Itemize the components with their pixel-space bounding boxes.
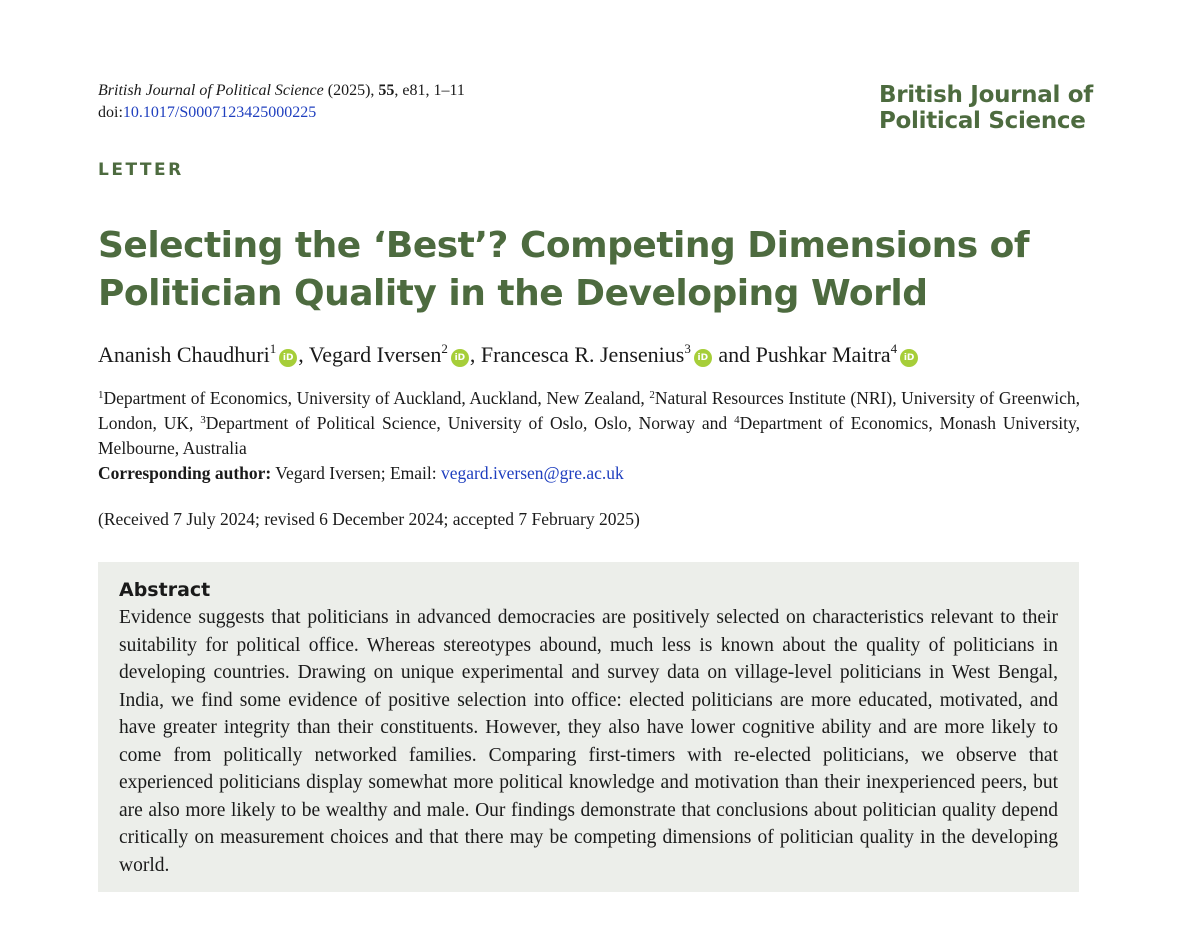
journal-logo <box>879 82 1093 134</box>
email-link[interactable]: vegard.iversen@gre.ac.uk <box>441 463 624 483</box>
affil-number: 2 <box>649 389 655 401</box>
author-affil-number: 2 <box>441 341 448 356</box>
affil-text: Department of Economics, University of Auckland, Auckland, New Zealand, <box>103 388 650 408</box>
logo-line-1: British Journal of <box>879 82 1093 108</box>
corresponding-author <box>98 461 624 486</box>
abstract-text: Evidence suggests that politicians in advanced democracies are positively selected on characteristics relevant to their suitability for political office. Whereas stereotypes abound, much less is known about the quality of politicians in developing countries. Drawing on unique experimental and survey data on village-level politicians in West Bengal, India, we find some evidence of positive selection into office: elected politicians are more educated, motivated, and have greater integrity than their constituents. However, they also have lower cognitive ability and are more likely to come from politically networked families. Comparing first-timers with re-elected politicians, we observe that experienced politicians display somewhat more political knowledge and motivation than their inexperienced peers, but are also more likely to be wealthy and male. Our findings demonstrate that conclusions about politician quality depend critically on measurement choices and that there may be competing dimensions of politician quality in the developing world. <box>119 607 1058 876</box>
affil-text: Natural Resources Institute (NRI), University of Greenwich, London, UK, <box>98 388 1080 433</box>
author-affil-number: 1 <box>269 341 277 356</box>
orcid-icon[interactable]: iD <box>451 349 469 367</box>
author-name: Francesca R. Jensenius <box>480 342 685 367</box>
affil-text: Department of Political Science, University of Oslo, Oslo, Norway and <box>205 413 735 433</box>
journal-year: (2025), <box>327 82 375 99</box>
affil-text: Department of Economics, Monash University, Melbourne, Australia <box>98 413 1081 458</box>
corresponding-label: Corresponding author: <box>98 463 272 483</box>
citation-line <box>98 80 465 102</box>
author-separator: and <box>712 342 756 367</box>
author-list <box>98 340 919 370</box>
author-affil-number: 3 <box>684 341 691 356</box>
abstract-box <box>98 562 1079 892</box>
journal-name: British Journal of Political Science <box>98 82 324 99</box>
doi-line <box>98 102 465 124</box>
affiliations <box>98 386 1080 461</box>
abstract-heading: Abstract <box>119 579 211 601</box>
author-name: Vegard Iversen <box>308 342 442 367</box>
author-name: Pushkar Maitra <box>755 342 891 367</box>
logo-line-2: Political Science <box>879 108 1086 134</box>
affil-number: 1 <box>98 389 104 401</box>
journal-pages: , e81, 1–11 <box>394 82 465 99</box>
corresponding-text: Vegard Iversen; Email: <box>271 463 442 483</box>
orcid-icon[interactable]: iD <box>900 349 918 367</box>
affil-number: 3 <box>200 414 206 426</box>
journal-citation <box>98 80 465 124</box>
affil-number: 4 <box>734 414 740 426</box>
article-type: LETTER <box>98 160 184 180</box>
orcid-icon[interactable]: iD <box>279 349 297 367</box>
author-name: Ananish Chaudhuri <box>98 342 270 367</box>
received-dates: (Received 7 July 2024; revised 6 December 2024; accepted 7 February 2025) <box>98 509 640 529</box>
doi-label: doi: <box>98 104 123 121</box>
article-title: Selecting the ‘Best’? Competing Dimensions of Politician Quality in the Developing World <box>98 225 1030 314</box>
author-separator: , <box>469 342 481 367</box>
doi-link[interactable]: 10.1017/S0007123425000225 <box>122 104 317 121</box>
author-affil-number: 4 <box>890 341 898 356</box>
orcid-icon[interactable]: iD <box>694 349 712 367</box>
author-separator: , <box>298 342 309 367</box>
journal-volume: 55 <box>378 82 395 99</box>
